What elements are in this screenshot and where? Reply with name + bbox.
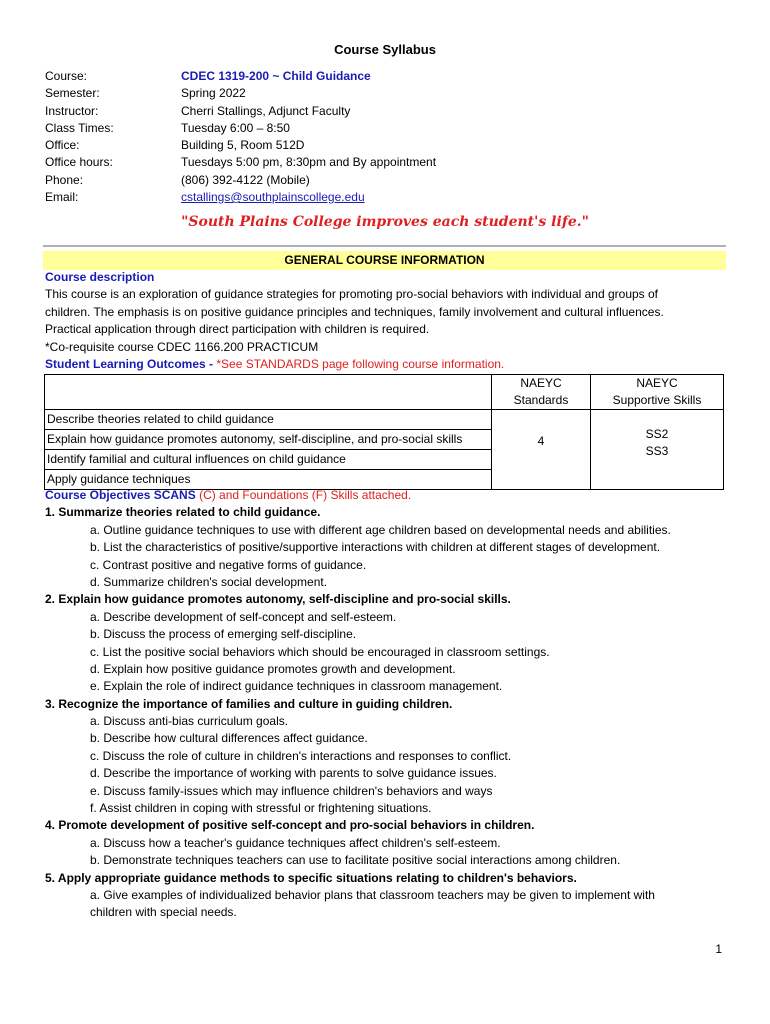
office-hours-value: Tuesdays 5:00 pm, 8:30pm and By appointment [181,155,437,170]
course-info [45,68,436,206]
objectives-heading-rest: (C) and Foundations (F) Skills attached. [195,488,412,502]
objective-sub: a. Discuss anti-bias curriculum goals. [90,714,289,729]
instructor-value: Cherri Stallings, Adjunct Faculty [181,103,351,118]
header-line: NAEYC [520,376,562,390]
class-times-value: Tuesday 6:00 – 8:50 [181,120,290,135]
objective-sub: c. Contrast positive and negative forms of guidance. [90,557,367,572]
objective-sub: b. Describe how cultural differences affect guidance. [90,731,368,746]
objective-title: 1. Summarize theories related to child guidance. [45,505,321,520]
semester-value: Spring 2022 [181,86,246,101]
header-line: Standards [513,393,569,407]
header-line: NAEYC [636,376,678,390]
slo-heading [45,356,735,373]
objective-sub: f. Assist children in coping with stressful or frightening situations. [90,801,432,816]
naeyc-standard-value: 4 [492,410,591,490]
objective-sub: b. List the characteristics of positive/supportive interactions with children at different stages of development. [90,540,661,555]
objective-sub: a. Outline guidance techniques to use with different age children based on developmental needs and abilities. [90,522,671,537]
objective-sub: a. Discuss how a teacher's guidance techniques affect children's self-esteem. [90,835,501,850]
learning-outcomes-table [44,374,724,490]
objective-title: 4. Promote development of positive self-concept and pro-social behaviors in children. [45,818,535,833]
objective-sub: d. Summarize children's social development. [90,574,328,589]
college-motto: "South Plains College improves each student's life." [181,214,589,230]
info-row-office [45,137,436,154]
phone-value: (806) 392-4122 (Mobile) [181,172,310,187]
info-row-email [45,189,436,206]
supportive-skills-cell [591,410,724,490]
info-label: Phone: [45,172,84,187]
general-info-heading: GENERAL COURSE INFORMATION [43,251,726,270]
scans-label: SCANS [153,488,196,502]
page-title: Course Syllabus [334,42,436,57]
email-link[interactable]: cstallings@southplainscollege.edu [181,190,365,205]
naeyc-standards-header [492,375,591,410]
table-header-blank [45,375,492,410]
description-line: This course is an exploration of guidance strategies for promoting pro-social behaviors with individual and groups of [45,287,659,302]
info-label: Instructor: [45,103,99,118]
objective-title: 5. Apply appropriate guidance methods to specific situations relating to children's behaviors. [45,870,577,885]
objective-sub: e. Explain the role of indirect guidance techniques in classroom management. [90,679,503,694]
outcome-cell: Describe theories related to child guidance [45,410,492,430]
info-row-class-times [45,120,436,137]
info-row-phone [45,172,436,189]
info-row-office-hours [45,154,436,171]
objective-sub: e. Discuss family-issues which may influence children's behaviors and ways [90,783,493,798]
course-objectives [45,487,735,922]
info-row-semester [45,85,436,102]
info-label: Office hours: [45,155,113,170]
divider [43,245,726,247]
objectives-heading-label: Course Objectives [45,488,151,502]
slo-note: *See STANDARDS page following course information. [213,356,505,371]
page-number: 1 [715,942,722,956]
description-line: children. The emphasis is on positive guidance principles and techniques, family involvement and cultural influences. [45,304,664,319]
skill-code: SS3 [645,444,669,458]
description-line: Practical application through direct participation with children is required. [45,322,430,337]
slo-heading-label: Student Learning Outcomes - [45,356,214,371]
outcome-cell: Identify familial and cultural influences on child guidance [45,450,492,470]
objective-sub: b. Discuss the process of emerging self-discipline. [90,627,357,642]
info-label: Course: [45,69,88,83]
objective-title: 3. Recognize the importance of families and culture in guiding children. [45,696,453,711]
outcome-cell: Apply guidance techniques [45,470,492,490]
objective-sub: b. Demonstrate techniques teachers can use to facilitate positive social interactions among children. [90,853,621,868]
objective-sub: c. List the positive social behaviors which should be encouraged in classroom settings. [90,644,550,659]
info-label: Email: [45,190,79,205]
naeyc-supportive-header [591,375,724,410]
objective-sub: a. Describe development of self-concept and self-esteem. [90,609,397,624]
info-row-course [45,68,436,85]
objective-sub: c. Discuss the role of culture in children's interactions and responses to conflict. [90,748,512,763]
info-row-instructor [45,103,436,120]
info-label: Class Times: [45,120,114,135]
objective-title: 2. Explain how guidance promotes autonomy, self-discipline and pro-social skills. [45,592,511,607]
course-description [45,269,735,373]
objective-sub: d. Explain how positive guidance promotes growth and development. [90,661,456,676]
skill-code: SS2 [645,427,669,441]
corequisite-line: *Co-requisite course CDEC 1166.200 PRACTICUM [45,339,319,354]
objective-sub: d. Describe the importance of working with parents to solve guidance issues. [90,766,497,781]
objectives-heading [45,487,735,504]
info-label: Office: [45,138,80,153]
info-label: Semester: [45,86,100,101]
objective-sub: children with special needs. [90,905,237,920]
office-value: Building 5, Room 512D [181,138,305,153]
header-line: Supportive Skills [612,393,702,407]
course-description-heading: Course description [45,270,155,284]
objective-sub: a. Give examples of individualized behavior plans that classroom teachers may be given to implement with [90,887,655,902]
outcome-cell: Explain how guidance promotes autonomy, self-discipline, and pro-social skills [45,430,492,450]
course-name: CDEC 1319-200 ~ Child Guidance [181,69,371,83]
